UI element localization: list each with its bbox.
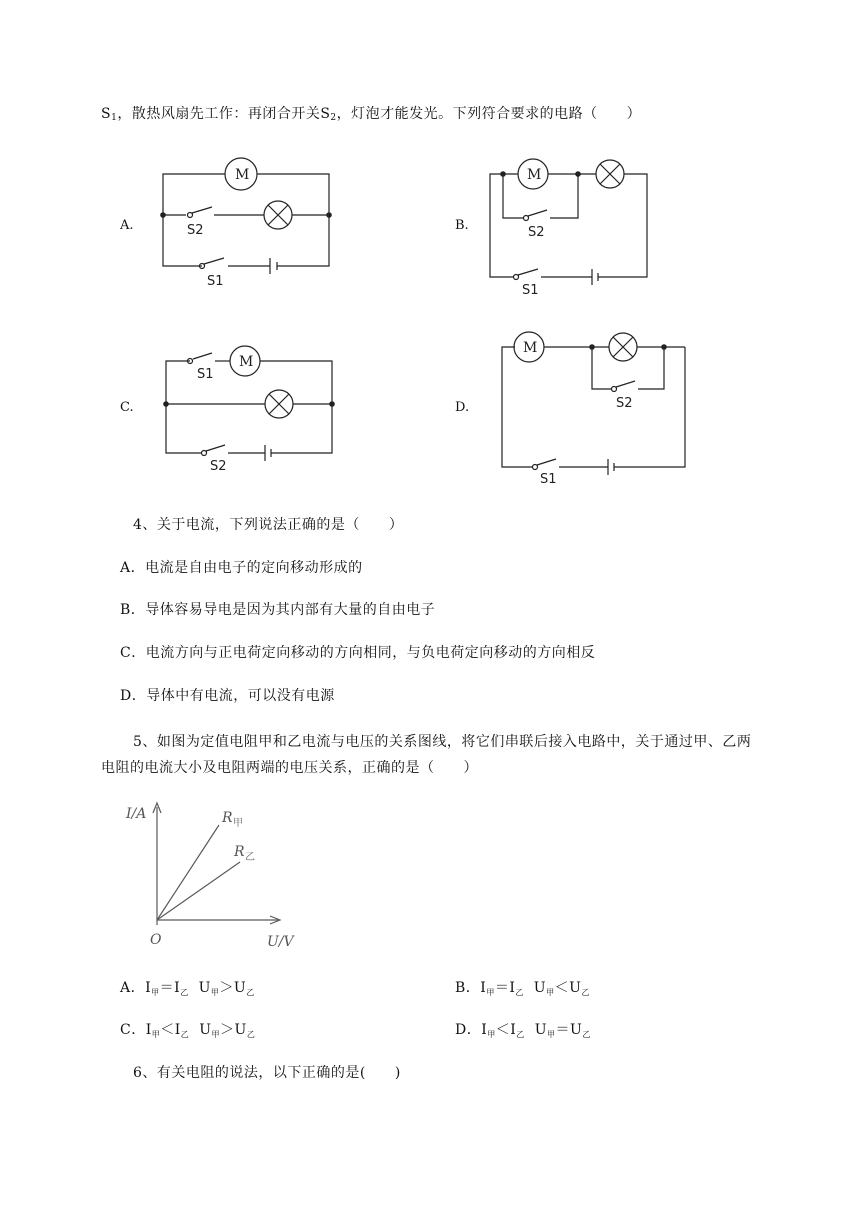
- circuit-a-label[interactable]: A.: [120, 218, 134, 233]
- q5-b-u1: U: [533, 980, 547, 996]
- q5-b-i1: I: [480, 980, 487, 996]
- graph-ylabel: I/A: [126, 806, 147, 822]
- q5-a-rel1: ＝I: [159, 980, 181, 996]
- q4-option-c[interactable]: C．电流方向与正电荷定向移动的方向相同，与负电荷定向移动的方向相反: [120, 645, 596, 661]
- graph-xlabel: U/V: [267, 934, 294, 950]
- q5-stem-line1: 5、如图为定值电阻甲和乙电流与电压的关系图线，将它们串联后接入电路中，关于通过甲、乙两: [133, 734, 752, 750]
- circuit-b-motor-label: M: [527, 167, 542, 183]
- q5-stem-line2: 电阻的电流大小及电阻两端的电压关系，正确的是（ ）: [101, 760, 478, 776]
- circuit-b-s1-label: S1: [522, 283, 539, 298]
- q5-b-s4: 乙: [581, 988, 590, 997]
- q5-option-b-letter: B．: [455, 980, 481, 996]
- graph-line-jia-sub: 甲: [233, 818, 243, 829]
- q5-option-a-letter: A．: [120, 980, 146, 996]
- q5-a-rel2: ＞U: [219, 980, 247, 996]
- q3-stem-sub2: 2: [330, 113, 337, 123]
- q5-a-u1: U: [198, 980, 211, 996]
- circuit-c-s2-label: S2: [210, 459, 227, 474]
- q5-c-rel2: ＞U: [220, 1022, 247, 1038]
- graph-line-jia-label: R: [222, 810, 233, 826]
- q3-stem-pre: S: [101, 106, 112, 122]
- q5-d-s2: 乙: [516, 1030, 525, 1039]
- q4-option-d[interactable]: D．导体中有电流，可以没有电源: [120, 688, 335, 704]
- q3-stem-sub1: 1: [111, 113, 118, 123]
- q5-c-i1: I: [145, 1022, 152, 1038]
- circuit-d-s1-label: S1: [540, 472, 557, 487]
- q5-a-s3: 甲: [210, 988, 220, 997]
- q3-stem-post: ，灯泡才能发光。下列符合要求的电路（ ）: [336, 106, 642, 122]
- q5-b-s1: 甲: [486, 988, 495, 997]
- q4-option-b[interactable]: B．导体容易导电是因为其内部有大量的自由电子: [120, 602, 436, 618]
- q5-d-s4: 乙: [582, 1030, 591, 1039]
- q5-a-i1: I: [145, 980, 152, 996]
- circuit-d-motor-label: M: [523, 340, 538, 356]
- q5-c-s3: 甲: [211, 1030, 220, 1039]
- graph-line-jia: [157, 825, 219, 920]
- q5-option-d-letter: D．: [455, 1022, 482, 1038]
- q5-d-u1: U: [534, 1022, 548, 1038]
- circuit-c-label[interactable]: C.: [120, 400, 134, 415]
- circuit-b-label[interactable]: B.: [455, 218, 469, 233]
- q3-stem-mid: ，散热风扇先工作：再闭合开关S: [117, 106, 331, 122]
- q5-d-s3: 甲: [547, 1030, 556, 1039]
- q4-option-a[interactable]: A．电流是自由电子的定向移动形成的: [120, 560, 363, 576]
- q5-d-rel2: ＝U: [555, 1022, 583, 1038]
- q5-a-s2: 乙: [180, 988, 189, 997]
- q5-c-u1: U: [199, 1022, 212, 1038]
- q5-option-c-letter: C．: [120, 1022, 146, 1038]
- q5-b-rel2: ＜U: [554, 980, 582, 996]
- circuit-a-s2-label: S2: [187, 223, 204, 238]
- circuit-c-s1-label: S1: [197, 367, 214, 382]
- graph-line-yi: [157, 862, 240, 920]
- q5-c-s2: 乙: [180, 1030, 190, 1039]
- circuit-a-motor-label: M: [235, 167, 250, 183]
- graph-origin: O: [150, 932, 162, 948]
- q5-c-s4: 乙: [246, 1030, 256, 1039]
- graph-line-yi-sub: 乙: [245, 852, 255, 863]
- q5-c-rel1: ＜I: [160, 1022, 181, 1038]
- circuit-d-label[interactable]: D.: [455, 400, 470, 415]
- circuit-c-motor-label: M: [239, 354, 254, 370]
- q5-b-s2: 乙: [515, 988, 524, 997]
- q5-b-s3: 甲: [546, 988, 555, 997]
- q5-d-s1: 甲: [487, 1030, 496, 1039]
- q5-a-s4: 乙: [246, 988, 255, 997]
- graph-line-yi-label: R: [234, 844, 245, 860]
- q5-d-i1: I: [481, 1022, 488, 1038]
- q5-c-s1: 甲: [151, 1030, 161, 1039]
- q5-option-d[interactable]: [455, 1020, 591, 1045]
- q5-d-rel1: ＜I: [495, 1022, 517, 1038]
- q5-b-rel1: ＝I: [494, 980, 516, 996]
- q6-stem: 6、有关电阻的说法，以下正确的是( ): [133, 1065, 401, 1081]
- q5-option-b[interactable]: [455, 978, 590, 1003]
- q4-stem: 4、关于电流，下列说法正确的是（ ）: [133, 517, 404, 533]
- q5-option-c[interactable]: [120, 1020, 255, 1045]
- circuit-b-s2-label: S2: [528, 225, 545, 240]
- circuit-d-s2-label: S2: [616, 396, 633, 411]
- q5-option-a[interactable]: [120, 978, 255, 1003]
- q5-a-s1: 甲: [151, 988, 160, 997]
- circuit-a-s1-label: S1: [207, 274, 224, 289]
